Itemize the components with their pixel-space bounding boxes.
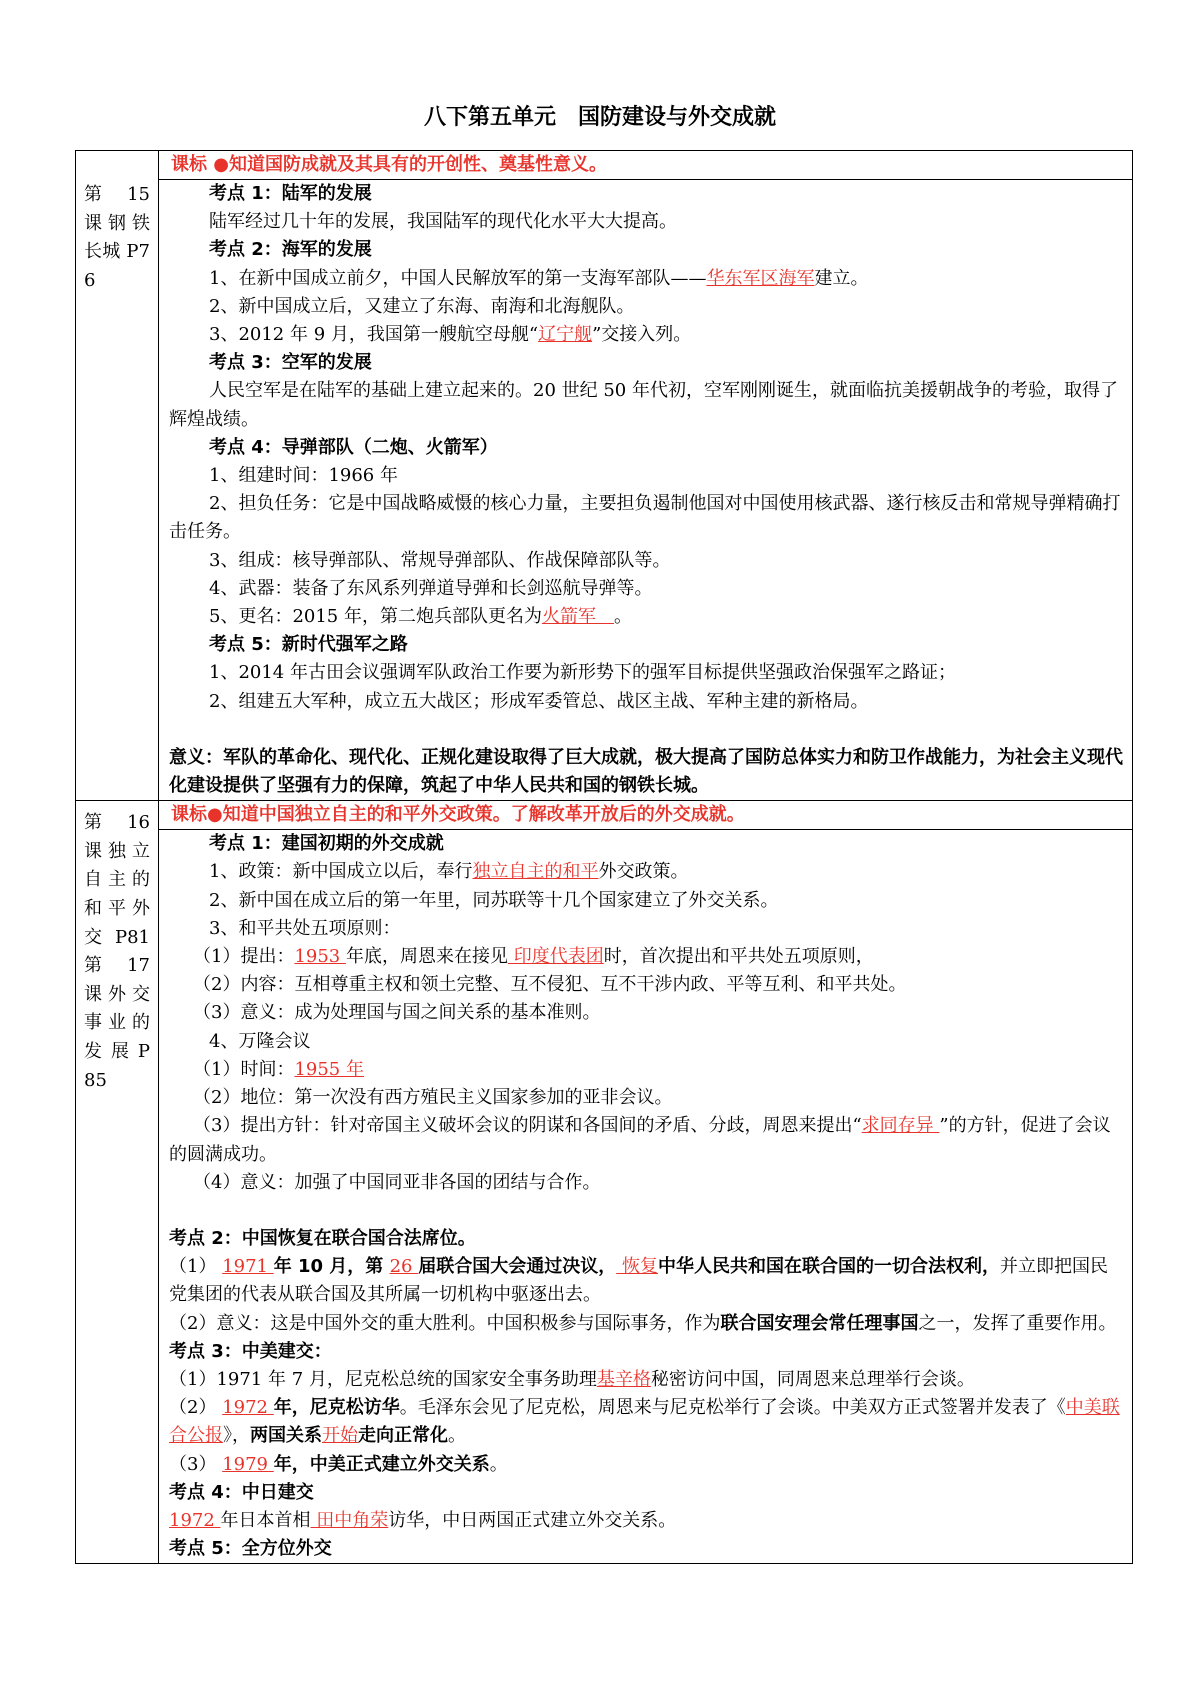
- kp1-text: 陆军经过几十年的发展，我国陆军的现代化水平大大提高。: [209, 211, 677, 233]
- text: 中华人民共和国在联合国的一切合法权利，: [657, 1256, 1000, 1278]
- lesson-16-content-cell: [159, 801, 1133, 1564]
- kp4-line-3: 3、组成：核导弹部队、常规导弹部队、作战保障部队等。: [209, 549, 671, 571]
- lesson-16-label-cell: [76, 801, 159, 1564]
- answer: 1972: [222, 1397, 274, 1419]
- lesson-15-label-cell: [76, 151, 159, 801]
- page-title: 八下第五单元 国防建设与外交成就: [423, 105, 776, 130]
- text: 1、在新中国成立前夕，中国人民解放军的第一支海军部队——: [209, 267, 707, 289]
- text: （1）时间：: [193, 1058, 295, 1080]
- answer: 独立自主的和平: [472, 861, 599, 883]
- text: ”交接入列。: [592, 324, 692, 346]
- lesson-15-label: 第 15 课 钢 铁 长城 P76: [84, 184, 150, 291]
- significance: 意义：军队的革命化、现代化、正规化建设取得了巨大成就，极大提高了国防总体实力和防卫作战能力，为社会主义现代化建设提供了坚强有力的保障，筑起了中华人民共和国的钢铁长城。: [169, 746, 1123, 797]
- text: （3）: [169, 1453, 223, 1475]
- text: 访华，中日两国正式建立外交关系。: [388, 1509, 677, 1531]
- answer: 华东军区海军: [706, 267, 815, 289]
- lesson-16-row: [76, 801, 1133, 1564]
- kp2-line-1: [169, 1253, 1124, 1309]
- answer: 基辛格: [596, 1368, 651, 1390]
- answer: 26: [389, 1256, 419, 1278]
- answer: 印度代表团: [507, 946, 604, 968]
- notes-table: [75, 150, 1133, 1564]
- kp4-title: 考点 4：中日建交: [169, 1481, 314, 1503]
- kp1-title: 考点 1：建国初期的外交成就: [209, 833, 444, 855]
- kp1-line-2: 2、新中国在成立后的第一年里，同苏联等十几个国家建立了外交关系。: [209, 889, 779, 911]
- kp2-line-3: [169, 321, 1124, 349]
- kp1-line-4c: [169, 1112, 1124, 1168]
- kp2-line-2: 2、新中国成立后，又建立了东海、南海和北海舰队。: [209, 295, 635, 317]
- text: （2）: [169, 1397, 223, 1419]
- answer: 火箭军: [541, 606, 614, 628]
- kp1-line-3: 3、和平共处五项原则：: [209, 917, 401, 939]
- text: 年，尼克松访华: [273, 1397, 400, 1419]
- text: 年底，周恩来在接见: [345, 946, 508, 968]
- lesson-15-standard: 课标 ●知道国防成就及其具有的开创性、奠基性意义。: [159, 151, 1132, 180]
- text: 》，: [223, 1425, 250, 1447]
- answer: 恢复: [616, 1256, 658, 1278]
- text: 5、更名：2015 年，第二炮兵部队更名为: [209, 606, 542, 628]
- kp1-line-4d: （4）意义：加强了中国同亚非各国的团结与合作。: [193, 1171, 601, 1193]
- text: 秘密访问中国，同周恩来总理举行会谈。: [650, 1368, 975, 1390]
- kp4-line-5: [169, 603, 1124, 631]
- lesson-16-label: 第 16 课 独 立 自 主 的 和 平 外 交 P81 第 17 课 外 交 事 业 的 发 展 P85: [84, 812, 150, 1091]
- lesson-15-content-cell: [159, 151, 1133, 801]
- text: 。: [489, 1453, 508, 1475]
- kp1-line-4a: [169, 1056, 1124, 1084]
- answer: 辽宁舰: [538, 324, 593, 346]
- kp2-title: 考点 2：中国恢复在联合国合法席位。: [169, 1227, 476, 1249]
- text: 。: [448, 1425, 466, 1447]
- kp3-line-2: [169, 1394, 1124, 1450]
- kp5-line-1: 1、2014 年古田会议强调军队政治工作要为新形势下的强军目标提供坚强政治保强军之路证；: [209, 662, 956, 684]
- kp1-line-3b: （2）内容：互相尊重主权和领土完整、互不侵犯、互不干涉内政、平等互利、和平共处。: [193, 974, 907, 996]
- kp3-title: 考点 3：中美建交：: [169, 1340, 332, 1362]
- kp5-title: 考点 5：新时代强军之路: [209, 634, 408, 656]
- text: 时，首次提出和平共处五项原则，: [603, 946, 874, 968]
- text: 年日本首相: [220, 1509, 311, 1531]
- kp1-line-3c: （3）意义：成为处理国与国之间关系的基本准则。: [193, 1002, 601, 1024]
- kp1-line-1: [169, 858, 1124, 886]
- text: 。: [613, 606, 632, 628]
- kp5-title: 考点 5：全方位外交: [169, 1538, 332, 1560]
- kp1-line-3a: [169, 943, 1124, 971]
- lesson-15-body: [159, 180, 1132, 800]
- text: 并立即把国民党集团的代表从联合国及其所属一切机构中驱逐出去。: [169, 1256, 1108, 1306]
- text: （2）意义：这是中国外交的重大胜利。中国积极参与国际事务，作为: [169, 1312, 721, 1334]
- text: 之一，发挥了重要作用。: [918, 1312, 1117, 1334]
- kp3-text: 人民空军是在陆军的基础上建立起来的。20 世纪 50 年代初，空军刚刚诞生，就面临抗美援朝战争的考验，取得了辉煌战绩。: [169, 380, 1118, 430]
- text: 。毛泽东会见了尼克松，周恩来与尼克松举行了会谈。中美双方正式签署并发表了《: [399, 1397, 1066, 1419]
- kp2-line-2: [169, 1310, 1124, 1338]
- kp1-line-4b: （2）地位：第一次没有西方殖民主义国家参加的亚非会议。: [193, 1087, 673, 1109]
- kp4-line-2: 2、担负任务：它是中国战略威慑的核心力量，主要担负遏制他国对中国使用核武器、遂行核反击和常规导弹精确打击任务。: [169, 493, 1121, 543]
- spacer: [169, 1197, 1124, 1225]
- text: （1）1971 年 7 月，尼克松总统的国家安全事务助理: [169, 1368, 597, 1390]
- answer: 1972: [169, 1509, 221, 1531]
- kp2-line-1: [169, 265, 1124, 293]
- text: 走向正常化: [358, 1425, 448, 1447]
- lesson-15-row: [76, 151, 1133, 801]
- answer: 1971: [222, 1256, 274, 1278]
- text: 建立。: [814, 267, 869, 289]
- lesson-16-standard: 课标●知道中国独立自主的和平外交政策。了解改革开放后的外交成就。: [159, 801, 1132, 830]
- answer: 1953: [294, 946, 346, 968]
- text: 3、2012 年 9 月，我国第一艘航空母舰“: [209, 324, 539, 346]
- text: 1、政策：新中国成立以后，奉行: [209, 861, 473, 883]
- text: 外交政策。: [598, 861, 689, 883]
- kp1-line-4: 4、万隆会议: [209, 1030, 311, 1052]
- text: 年，中美正式建立外交关系: [273, 1453, 490, 1475]
- answer: 1955 年: [294, 1058, 364, 1080]
- text: （1）提出：: [193, 946, 295, 968]
- text: 两国关系: [250, 1425, 322, 1447]
- text: 届联合国大会通过决议，: [418, 1256, 617, 1278]
- text: 年 10 月，第: [273, 1256, 390, 1278]
- lesson-16-body: [159, 830, 1132, 1563]
- answer: 1979: [222, 1453, 274, 1475]
- kp5-line-2: 2、组建五大军种，成立五大战区；形成军委管总、战区主战、军种主建的新格局。: [209, 690, 869, 712]
- kp3-line-1: [169, 1366, 1124, 1394]
- spacer: [169, 716, 1124, 744]
- kp4-line-1: [169, 1507, 1124, 1535]
- answer: 开始: [322, 1425, 358, 1447]
- kp1-title: 考点 1：陆军的发展: [209, 183, 372, 204]
- kp3-title: 考点 3：空军的发展: [209, 352, 372, 374]
- answer: 中美联合公报: [169, 1397, 1120, 1447]
- kp2-title: 考点 2：海军的发展: [209, 239, 372, 261]
- text: ”的方针，促进了会议的圆满成功。: [169, 1115, 1111, 1165]
- kp4-title: 考点 4：导弹部队（二炮、火箭军）: [209, 436, 498, 458]
- kp4-line-1: 1、组建时间：1966 年: [209, 465, 398, 487]
- kp4-line-4: 4、武器：装备了东风系列弹道导弹和长剑巡航导弹等。: [209, 577, 653, 599]
- answer: 田中角荣: [310, 1509, 389, 1531]
- answer: 求同存异: [861, 1115, 940, 1137]
- text: （1）: [169, 1256, 223, 1278]
- text: （3）提出方针：针对帝国主义破坏会议的阴谋和各国间的矛盾、分歧，周恩来提出“: [193, 1115, 862, 1137]
- kp3-line-3: [169, 1451, 1124, 1479]
- text: 联合国安理会常任理事国: [720, 1312, 919, 1334]
